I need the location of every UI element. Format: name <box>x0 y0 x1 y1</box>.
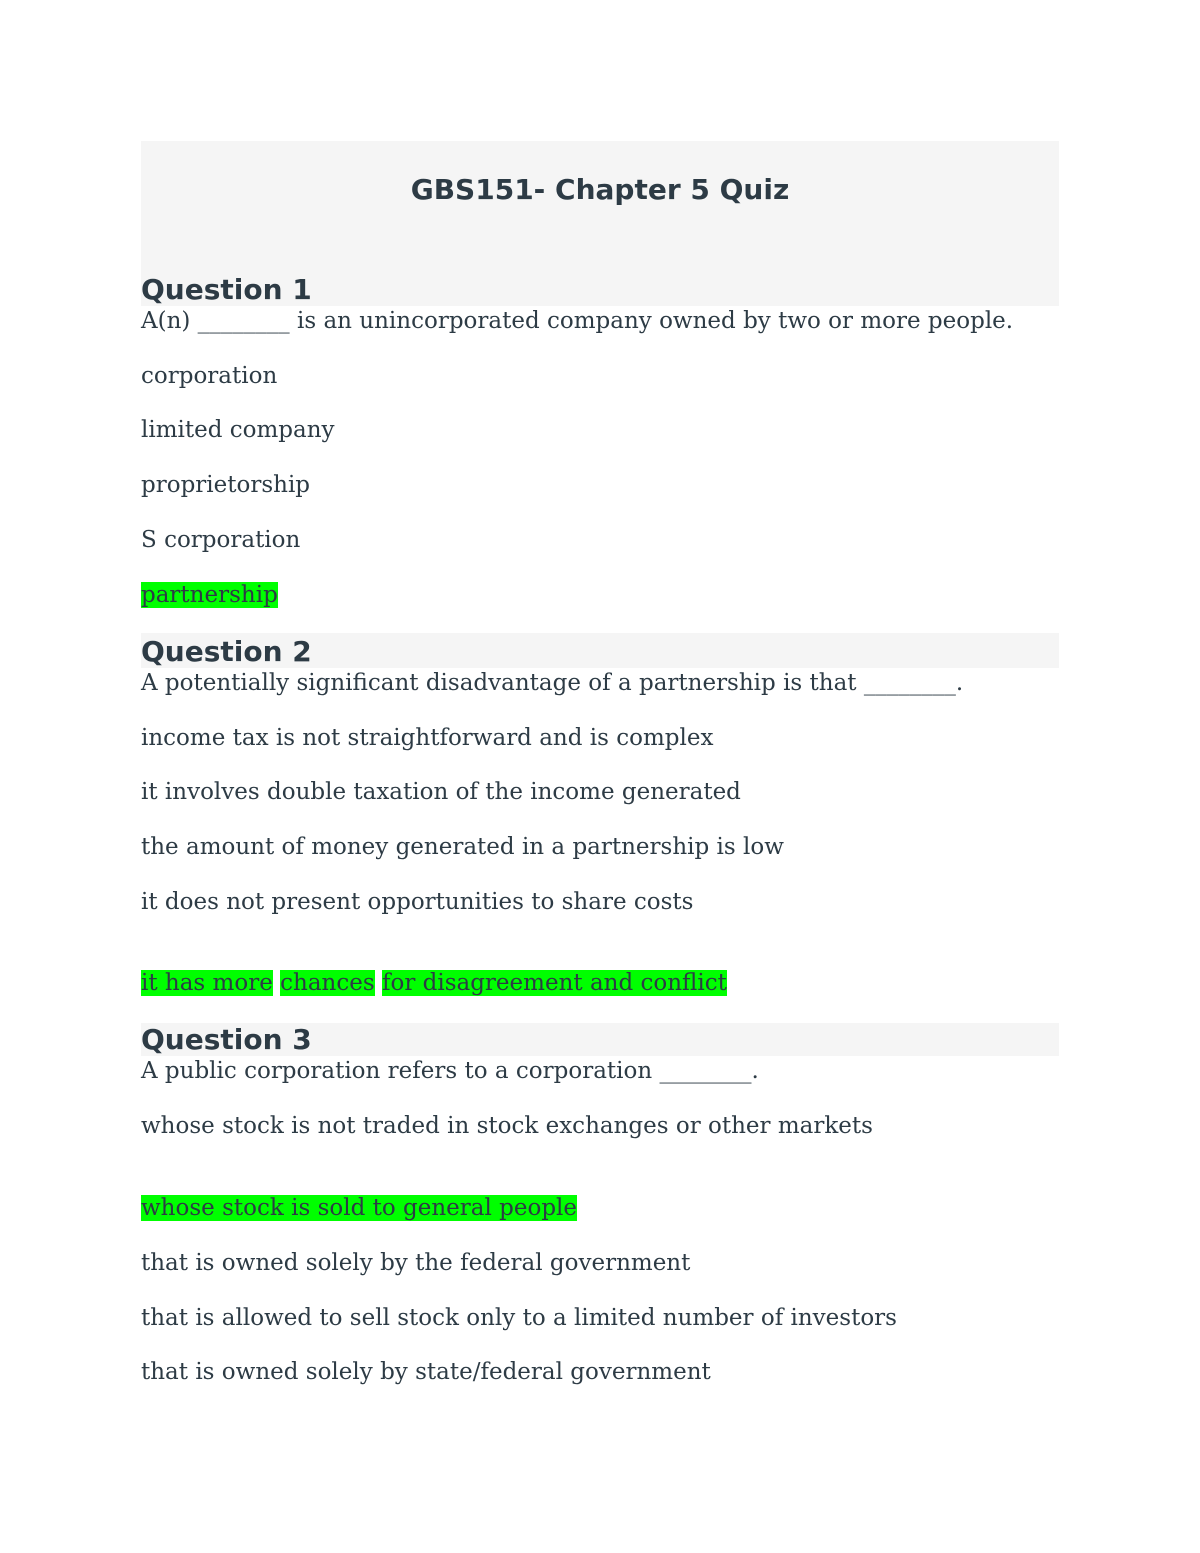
page-title: GBS151- Chapter 5 Quiz <box>410 173 790 206</box>
correct-answer-highlight: partnership <box>141 582 278 608</box>
question-2-option-1: income tax is not straightforward and is complex <box>141 725 714 751</box>
question-1-option-4: S corporation <box>141 527 301 553</box>
question-2-option-3: the amount of money generated in a partnership is low <box>141 834 784 860</box>
question-1-heading: Question 1 <box>141 273 312 306</box>
question-3-option-3: that is owned solely by the federal government <box>141 1250 691 1276</box>
question-3-option-1: whose stock is not traded in stock exchanges or other markets <box>141 1113 873 1139</box>
question-1-option-1: corporation <box>141 363 278 389</box>
correct-answer-highlight: for disagreement and conflict <box>381 970 727 996</box>
question-3-heading: Question 3 <box>141 1023 312 1056</box>
question-3-option-2-correct <box>141 1193 577 1223</box>
question-2-option-2: it involves double taxation of the income generated <box>141 779 741 805</box>
question-2-prompt: A potentially significant disadvantage of a partnership is that ________. <box>141 670 964 696</box>
question-2-heading: Question 2 <box>141 635 312 668</box>
question-2-option-5-correct <box>141 968 727 998</box>
correct-answer-highlight: chances <box>280 970 375 996</box>
correct-answer-highlight: whose stock is sold to general people <box>141 1195 578 1221</box>
question-1-option-5-correct <box>141 580 278 610</box>
question-3-prompt: A public corporation refers to a corporation ________. <box>141 1058 759 1084</box>
question-1-prompt: A(n) ________ is an unincorporated company owned by two or more people. <box>141 308 1014 334</box>
question-2-option-4: it does not present opportunities to share costs <box>141 889 694 915</box>
question-3-option-5: that is owned solely by state/federal government <box>141 1359 711 1385</box>
question-3-option-4: that is allowed to sell stock only to a limited number of investors <box>141 1305 897 1331</box>
correct-answer-highlight: it has more <box>141 970 273 996</box>
question-1-option-2: limited company <box>141 417 335 443</box>
question-1-option-3: proprietorship <box>141 472 311 498</box>
